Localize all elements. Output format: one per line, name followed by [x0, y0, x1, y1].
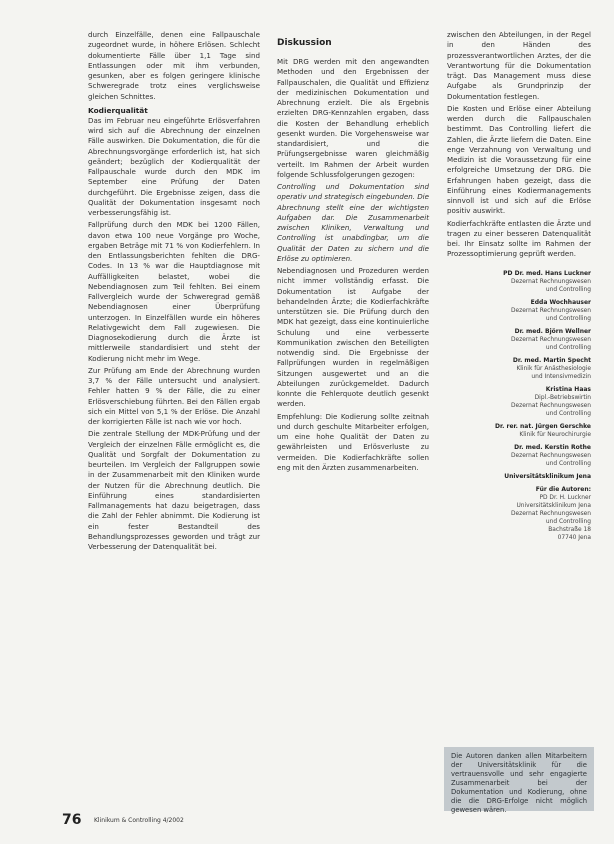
author-name: Kristina Haas	[545, 385, 591, 393]
author-name: Für die Autoren:	[535, 485, 591, 493]
body-paragraph: Nebendiagnosen und Prozeduren werden nicht immer vollständig erfasst. Die Dokumentation ist Aufgabe der behandelnden Ärzte; die Kodierfachkräfte unterstützen sie. Die Prüfung durch den MDK hat gezeigt, dass eine kontinuierliche Schulung und eine verbesserte Kommunikation zwischen den Beteiligten notwendig sind. Die Ergebnisse der Fallprüfungen wurden in regelmäßigen Sitzungen ausgewertet und an die Abteilungen zurückgemeldet. Dadurch konnte die Fehlerquote deutlich gesenkt werden.	[277, 266, 429, 409]
column-1	[88, 30, 260, 554]
author-affiliation: Universitätsklinikum Jena	[516, 502, 591, 509]
author-affiliation: und Controlling	[545, 315, 591, 322]
author-affiliation: Dipl.-Betriebswirtin	[534, 394, 591, 401]
author-name: Dr. med. Björn Wellner	[514, 327, 591, 335]
author-entry	[447, 328, 591, 352]
column-2	[277, 30, 429, 475]
author-entry	[447, 423, 591, 439]
author-name: Edda Wochhauser	[530, 298, 591, 306]
body-paragraph: Kodierfachkräfte entlasten die Ärzte und tragen zu einer besseren Datenqualität bei. Ihr Einsatz sollte im Rahmen der Prozessoptimierung geprüft werden.	[447, 218, 591, 259]
author-affiliation: und Controlling	[545, 410, 591, 417]
author-affiliation: Bachstraße 18	[548, 526, 591, 533]
author-entry	[447, 473, 591, 481]
journal-name: Klinikum & Controlling 4/2002	[94, 817, 184, 824]
body-paragraph: zwischen den Abteilungen, in der Regel in den Händen des prozessverantwortlichen Arztes, der die Verantwortung für die Dokumentation trägt. Das Management muss diese Aufgabe als Grundprinzip der Dokumentation festlegen.	[447, 30, 591, 101]
author-entry	[447, 270, 591, 294]
column-3	[447, 30, 591, 547]
author-affiliation: 07740 Jena	[557, 534, 591, 541]
author-affiliation: und Controlling	[545, 518, 591, 525]
author-affiliation: und Controlling	[545, 344, 591, 351]
author-name: Dr. med. Kerstin Rothe	[514, 443, 591, 451]
acknowledgement-text: Die Autoren danken allen Mitarbeitern der Universitätsklinik für die vertrauensvolle und sehr engagierte Zusammenarbeit bei der Dokumentation und Kodierung, ohne die die DRG-Erfolge nicht möglich gewesen wären.	[451, 752, 587, 814]
body-paragraph: Zur Prüfung am Ende der Abrechnung wurden 3,7 % der Fälle untersucht und analysiert. Fehler hatten 9 % der Fälle, die zu einer Erlösverschiebung führten. Bei den Fällen ergab sich ein Mittel von 5,1 % der Erlöse. Die Anzahl der korrigierten Fälle ist nach wie vor hoch.	[88, 365, 260, 426]
body-paragraph: Fallprüfung durch den MDK bei 1200 Fällen, davon etwa 100 neue Vorgänge pro Woche, ergaben Beträge mit 71 % von Kodierfehlern. In den Entlassungsberichten fehlten die DRG-Codes. In 13 % war die Hauptdiagnose mit Auffälligkeiten belastet, wobei die Nebendiagnosen zum Teil fehlten. Bei einem Fallvergleich wurde der Schweregrad gemäß Nebendiagnosen einer Überprüfung unterzogen. In Einzelfällen wurde ein höheres Relativgewicht dem Fall zugewiesen. Die Diagnosekodierung durch die Ärzte ist mittlerweile standardisiert und steht der Kodierung nicht mehr im Wege.	[88, 220, 260, 363]
acknowledgement-box	[444, 747, 594, 814]
author-affiliation: Dezernat Rechnungswesen	[510, 307, 591, 314]
page-footer	[62, 812, 362, 832]
author-name: Universitätsklinikum Jena	[504, 472, 591, 480]
author-entry	[447, 299, 591, 323]
author-entry	[447, 357, 591, 381]
author-entry	[447, 444, 591, 468]
intro-paragraph: durch Einzelfälle, denen eine Fallpauschale zugeordnet wurde, in höhere Erlösen. Schlecht dokumentierte Fälle über 1,1 Tage sind Entlassungen oder mit ihm verbunden, gesunken, aber es folgen geringere klinische Schweregrade trotz eines verglichsweise gleichen Schnittes.	[88, 30, 260, 101]
author-entry	[447, 386, 591, 418]
body-paragraph: Die zentrale Stellung der MDK-Prüfung und der Vergleich der einzelnen Fälle ermöglicht es, die Qualität und Sorgfalt der Dokumentation zu beurteilen. Im Vergleich der Fallgruppen sowie in der Zusammenarbeit mit den Kliniken wurde der Nutzen für die Abrechnung deutlich. Die Einführung eines standardisierten Fallmanagements hat dazu beigetragen, dass die Zahl der Fehler abnimmt. Die Kodierung ist ein fester Bestandteil des Behandlungsprozesses geworden und trägt zur Verbesserung der Datenqualität bei.	[88, 429, 260, 551]
body-paragraph-italic: Controlling und Dokumentation sind operativ und strategisch eingebunden. Die Abrechnung stellt eine der wichtigsten Aufgaben dar. Die Zusammenarbeit zwischen Kliniken, Verwaltung und Controlling ist unabdingbar, um die Qualität der Daten zu sichern und die Erlöse zu optimieren.	[277, 182, 429, 263]
author-affiliation: Dezernat Rechnungswesen	[510, 278, 591, 285]
section-heading-kodierqualitaet: Kodierqualität	[88, 105, 148, 115]
author-list	[447, 270, 591, 542]
body-paragraph: Mit DRG werden mit den angewandten Methoden und den Ergebnissen der Fallpauschalen, die Qualität und Effizienz der medizinischen Dokumentation und Abrechnung erzielt. Die als Ergebnis erzielten DRG-Kennzahlen ergaben, dass die Kosten der Behandlung erheblich gesenkt wurden. Die Vorgehensweise war standardisiert, und die Prüfungsergebnisse waren gleichmäßig verteilt. Im Rahmen der Arbeit wurden folgende Schlussfolgerungen gezogen:	[277, 57, 429, 179]
author-name: Dr. med. Martin Specht	[512, 356, 591, 364]
author-affiliation: Dezernat Rechnungswesen	[510, 336, 591, 343]
author-affiliation: Klinik für Anästhesiologie	[516, 365, 591, 372]
page-number: 76	[62, 812, 82, 828]
body-paragraph: Das im Februar neu eingeführte Erlösverfahren wird sich auf die Abrechnung der einzelnen Fälle auswirken. Die Dokumentation, die für die Abrechnungsvorgänge erforderlich ist, hat sich geändert; bezüglich der Kodierqualität der Fallpauschale wurde durch den MDK im September eine Prüfung der Daten durchgeführt. Die Ergebnisse zeigen, dass die Qualität der Dokumentation insgesamt noch verbesserungsfähig ist.	[88, 115, 260, 217]
author-affiliation: und Controlling	[545, 286, 591, 293]
author-affiliation: Dezernat Rechnungswesen	[510, 510, 591, 517]
body-paragraph: Empfehlung: Die Kodierung sollte zeitnah und durch geschulte Mitarbeiter erfolgen, um eine hohe Qualität der Daten zu gewährleisten und Erlösverluste zu vermeiden. Die Kodierfachkräfte sollen eng mit den Ärzten zusammenarbeiten.	[277, 411, 429, 472]
author-affiliation: Dezernat Rechnungswesen	[510, 452, 591, 459]
body-paragraph: Die Kosten und Erlöse einer Abteilung werden durch die Fallpauschalen bestimmt. Das Controlling liefert die Zahlen, die Ärzte liefern die Daten. Eine enge Verzahnung von Verwaltung und Medizin ist die Voraussetzung für eine erfolgreiche Umsetzung der DRG. Die Erfahrungen haben gezeigt, dass die Einführung eines Kodiermanagements sinnvoll ist und sich auf die Erlöse positiv auswirkt.	[447, 103, 591, 216]
author-affiliation: PD Dr. H. Luckner	[539, 494, 591, 501]
author-affiliation: Klinik für Neurochirurgie	[519, 431, 591, 438]
author-name: PD Dr. med. Hans Luckner	[503, 269, 591, 277]
author-affiliation: Dezernat Rechnungswesen	[510, 402, 591, 409]
author-entry	[447, 486, 591, 542]
section-heading-diskussion: Diskussion	[277, 38, 332, 48]
author-affiliation: und Controlling	[545, 460, 591, 467]
author-name: Dr. rer. nat. Jürgen Gerschke	[495, 422, 591, 430]
author-affiliation: und Intensivmedizin	[531, 373, 591, 380]
